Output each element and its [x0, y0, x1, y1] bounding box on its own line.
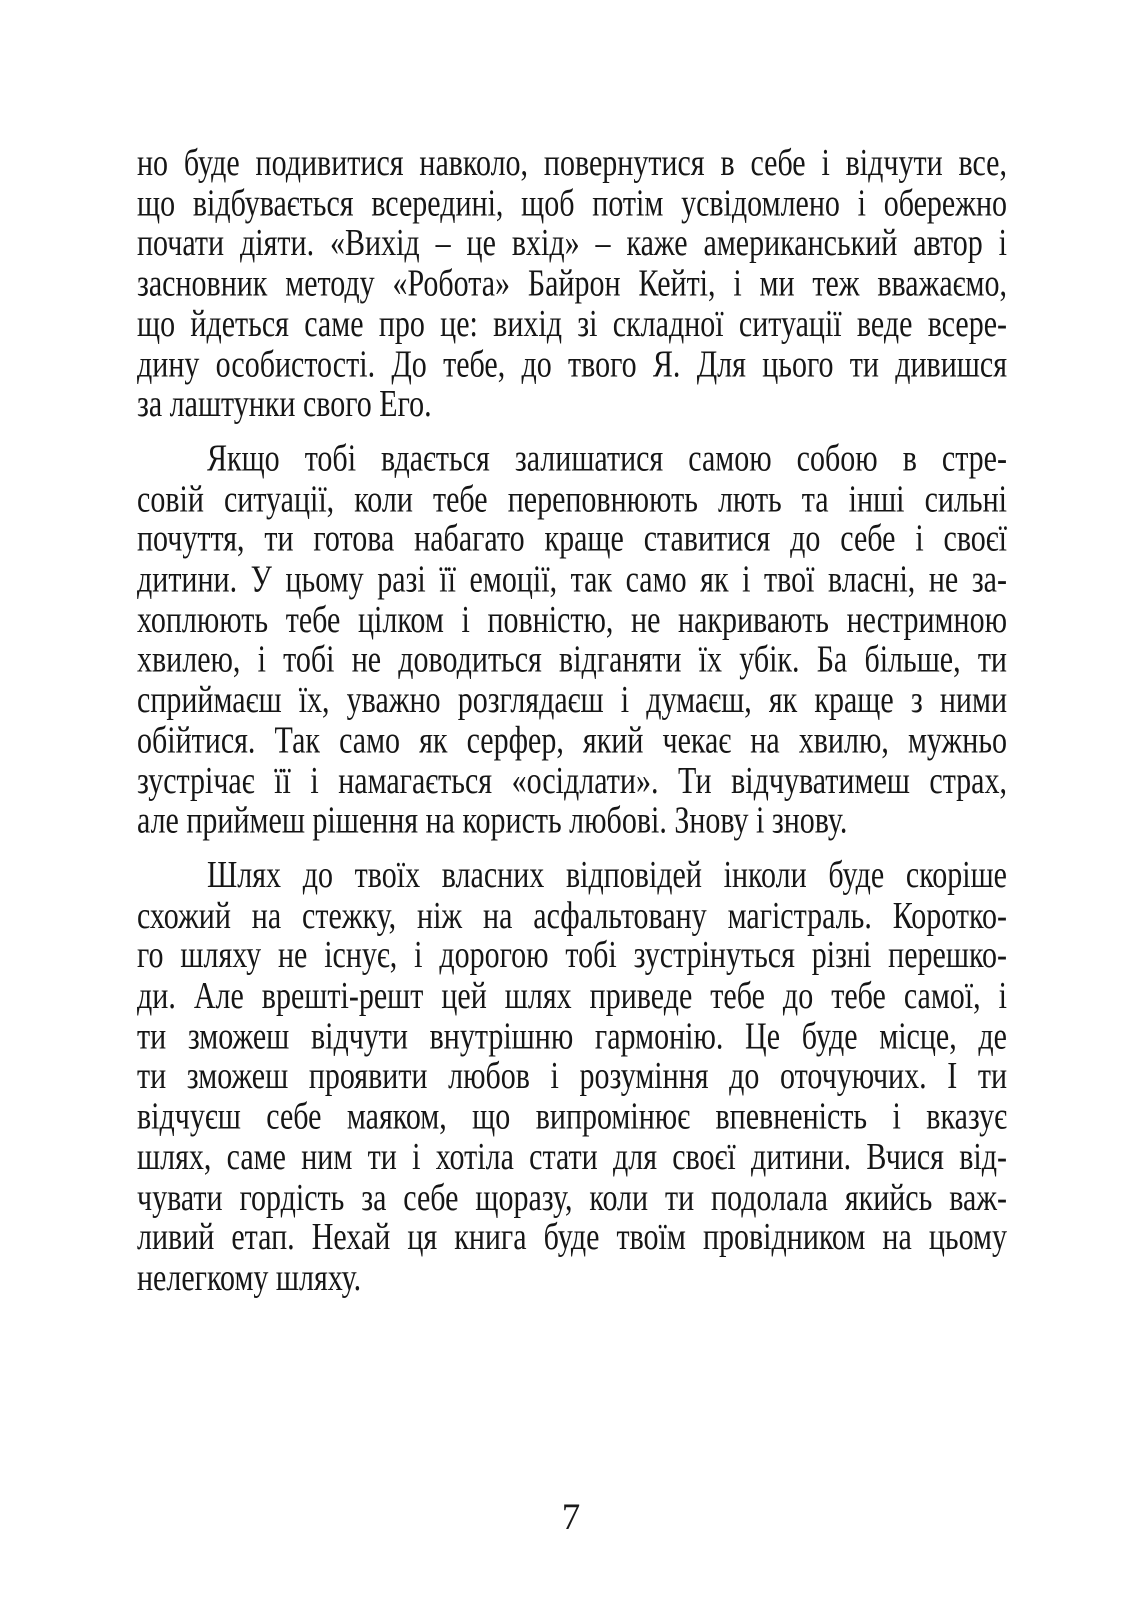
text-line: чувати гордість за себе щоразу, коли ти подолала якийсь важ-	[137, 1176, 1007, 1219]
paragraph	[137, 855, 1007, 1298]
page-number: 7	[561, 1497, 581, 1538]
text-line: Якщо тобі вдається залишатися самою собою в стре-	[207, 437, 1007, 480]
text-line: ти зможеш відчути внутрішню гармонію. Це буде місце, де	[137, 1015, 1007, 1058]
text-line: го шляху не існує, і дорогою тобі зустрінуться різні перешко-	[137, 934, 1007, 977]
text-line: шлях, саме ним ти і хотіла стати для своєї дитини. Вчися від-	[137, 1135, 1007, 1178]
paragraph	[137, 143, 1007, 425]
text-line: хвилею, і тобі не доводиться відганяти їх убік. Ба більше, ти	[137, 638, 1007, 681]
text-line: що відбувається всередині, щоб потім усвідомлено і обережно	[137, 181, 1007, 224]
text-line: Шлях до твоїх власних відповідей інколи буде скоріше	[207, 854, 1007, 897]
text-line: ливий етап. Нехай ця книга буде твоїм провідником на цьому	[137, 1216, 1007, 1259]
text-line: схожий на стежку, ніж на асфальтовану магістраль. Коротко-	[137, 894, 1007, 937]
text-line: ди. Але врешті-решт цей шлях приведе тебе до тебе самої, і	[137, 974, 1007, 1017]
text-line: ти зможеш проявити любов і розуміння до оточуючих. І ти	[137, 1055, 1007, 1098]
text-line: відчуєш себе маяком, що випромінює впевненість і вказує	[137, 1095, 1007, 1138]
page-text	[137, 143, 1007, 1298]
text-line: засновник методу «Робота» Байрон Кейті, і ми теж вважаємо,	[137, 262, 1007, 305]
text-line: обійтися. Так само як серфер, який чекає на хвилю, мужньо	[137, 719, 1007, 762]
text-line: совій ситуації, коли тебе переповнюють лють та інші сильні	[137, 477, 1007, 520]
text-line: нелегкому шляху.	[137, 1256, 362, 1299]
text-line: почуття, ти готова набагато краще ставитися до себе і своєї	[137, 518, 1007, 560]
text-line: що йдеться саме про це: вихід зі складної ситуації веде всере-	[137, 302, 1007, 345]
text-line: хоплюють тебе цілком і повністю, не накривають нестримною	[137, 598, 1007, 641]
text-line: почати діяти. «Вихід – це вхід» – каже американський автор і	[137, 222, 1007, 265]
text-line: зустрічає її і намагається «осідлати». Ти відчуватимеш страх,	[137, 759, 1007, 802]
text-line: дину особистості. До тебе, до твого Я. Для цього ти дивишся	[137, 343, 1007, 385]
paragraph	[137, 439, 1007, 842]
text-line: але приймеш рішення на користь любові. Знову і знову.	[137, 799, 848, 842]
text-line: сприймаєш їх, уважно розглядаєш і думаєш, як краще з ними	[137, 679, 1007, 722]
text-line: но буде подивитися навколо, повернутися в себе і відчути все,	[137, 141, 1007, 184]
text-line: за лаштунки свого Его.	[137, 383, 432, 426]
text-line: дитини. У цьому разі її емоції, так само як і твої власні, не за-	[137, 558, 1007, 601]
